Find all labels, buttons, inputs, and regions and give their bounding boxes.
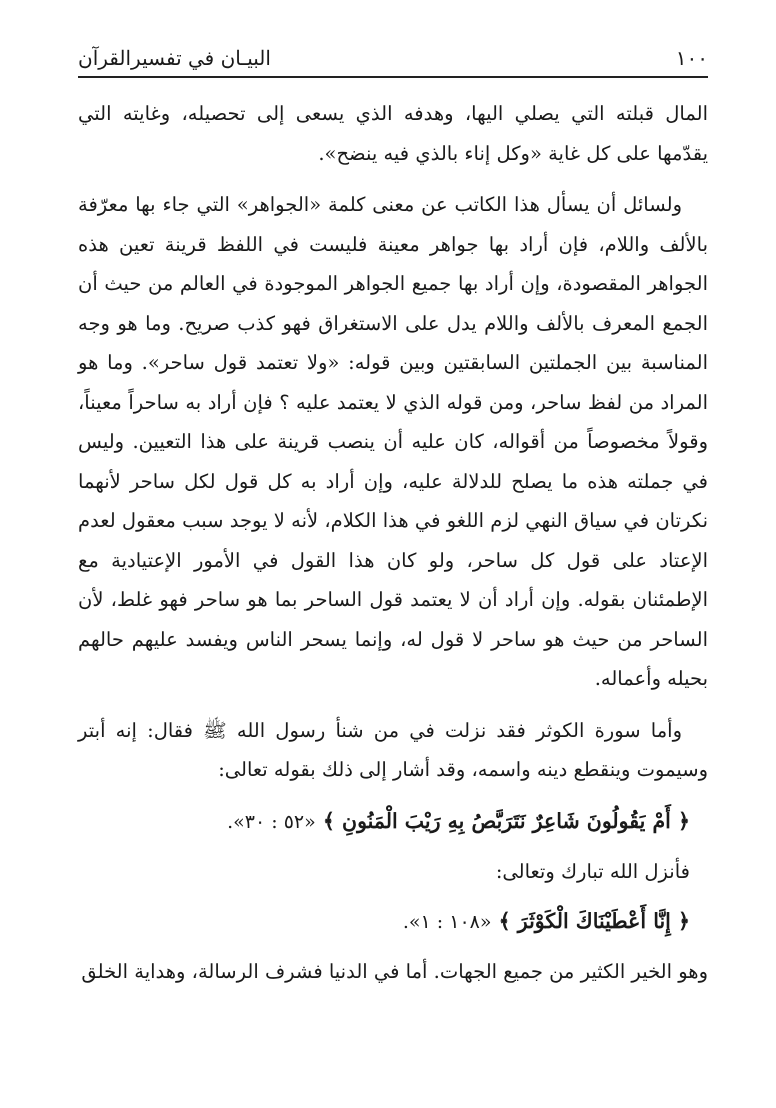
- paragraph-3: وأما سورة الكوثر فقد نزلت في من شنأ رسول الله ﷺ فقال: إنه أبتر وسيموت وينقطع دينه واسمه، وقد أشار إلى ذلك بقوله تعالى:: [78, 718, 708, 781]
- quran-verse-2: [78, 902, 708, 943]
- verse-1-text: ﴿ أَمْ يَقُولُونَ شَاعِرٌ نَتَرَبَّصُ بِهِ رَيْبَ الْمَنُونِ ﴾: [322, 808, 690, 833]
- page-number: ١٠٠: [675, 46, 708, 70]
- body-text: [78, 94, 708, 1004]
- verse-1-reference: «٥٢ : ٣٠».: [227, 810, 316, 833]
- header-rule: [78, 76, 708, 78]
- paragraph-4: فأنزل الله تبارك وتعالى:: [495, 860, 690, 883]
- paragraph-1: المال قبلته التي يصلي اليها، وهدفه الذي يسعى إلى تحصيله، وغايته التي يقدّمها على كل غاية «وكل إناء بالذي فيه ينضح».: [78, 102, 708, 165]
- verse-2-reference: «١٠٨ : ١».: [402, 910, 492, 933]
- verse-2-text: ﴿ إِنَّا أَعْطَيْنَاكَ الْكَوْثَرَ ﴾: [498, 908, 690, 933]
- running-header: [78, 38, 708, 72]
- paragraph-2: ولسائل أن يسأل هذا الكاتب عن معنى كلمة «الجواهر» التي جاء بها معرّفة بالألف واللام، فإن أراد بها جواهر معينة فليست في اللفظ قرينة تعين هذه الجواهر المقصودة، وإن أراد بها جميع الجواهر الموجودة في العالم من حيث أن الجمع المعرف بالألف واللام يدل على الاستغراق فهو كذب صريح. وما هو وجه المناسبة بين الجملتين السابقتين وبين قوله: «ولا تعتمد قول ساحر». وما هو المراد من لفظ ساحر، ومن قوله الذي لا يعتمد عليه ؟ فإن أراد به ساحراً معيناً، وقولاً مخصوصاً من أقواله، كان عليه أن ينصب قرينة على هذا التعيين. وليس في جملته هذه ما يصلح للدلالة عليه، وإن أراد به كل قول لكل ساحر لأنهما نكرتان في سياق النهي لزم اللغو في هذا الكلام، لأنه لا يوجد سبب معقول لعدم الإعتاد على قول كل ساحر، ولو كان هذا القول في الأمور الإعتيادية مع الإطمئنان بقوله. وإن أراد أن لا يعتمد قول الساحر بما هو ساحر فهو غلط، لأن الساحر من حيث هو ساحر لا قول له، وإنما يسحر الناس ويفسد عليهم حالهم بحيله وأعماله.: [78, 193, 708, 690]
- book-title: البيـان في تفسيرالقرآن: [78, 46, 271, 70]
- quran-verse-1: [78, 802, 708, 843]
- paragraph-5: وهو الخير الكثير من جميع الجهات. أما في الدنيا فشرف الرسالة، وهداية الخلق: [81, 960, 708, 983]
